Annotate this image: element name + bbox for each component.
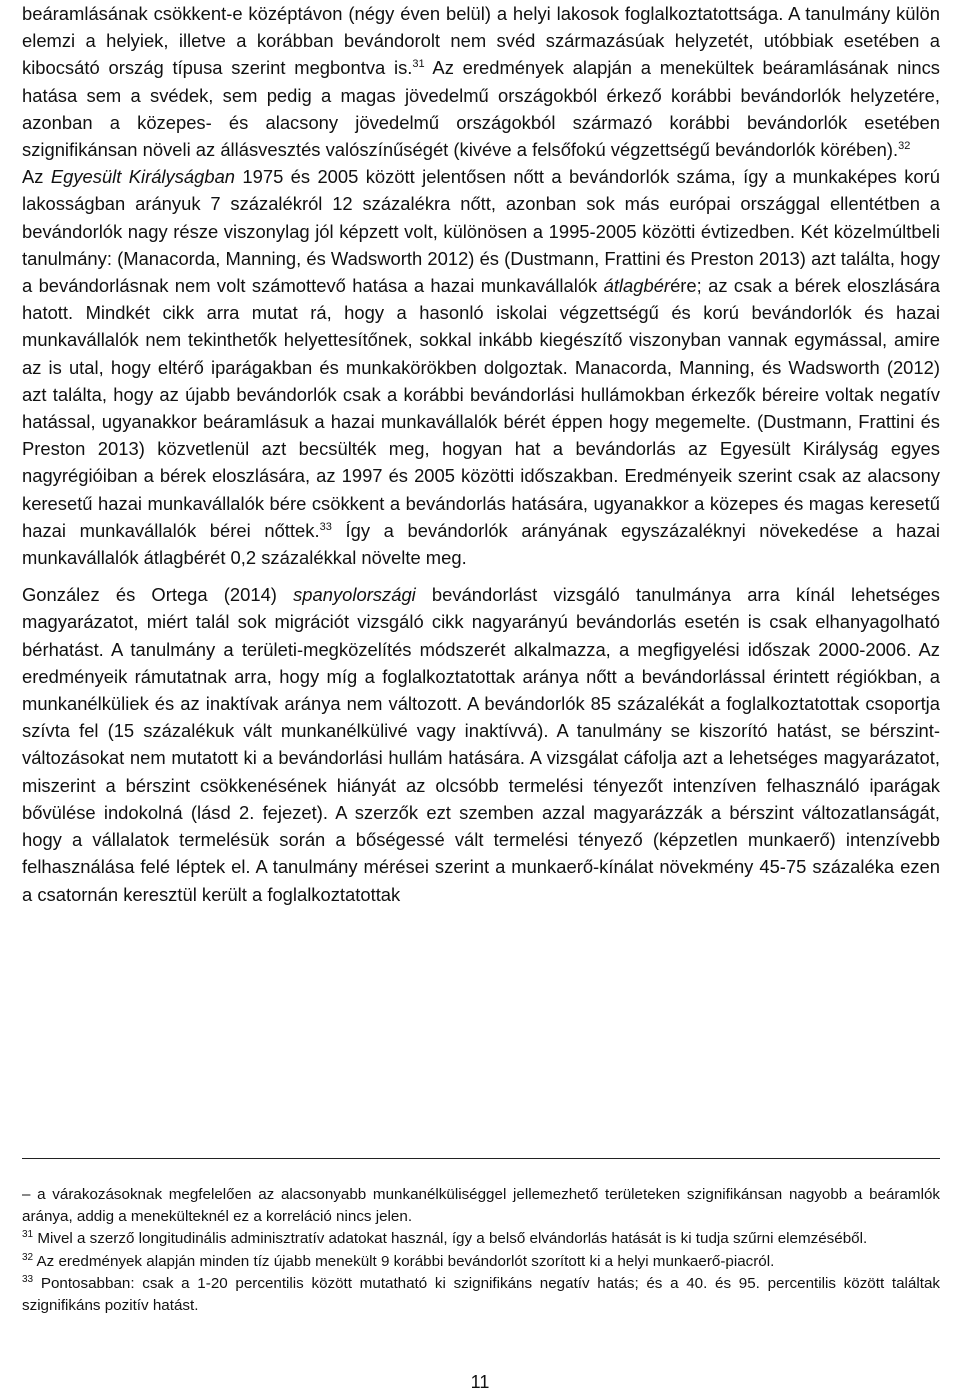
- footnote-separator: [22, 1158, 940, 1159]
- footnote-mark: 32: [22, 1251, 34, 1263]
- emphasis: spanyolországi: [293, 584, 416, 606]
- main-text: [22, 0, 940, 908]
- footnote-32: $^{32}$ Az eredmények alapján minden tíz újabb menekült 9 korábbi bevándorlót szorított ki a helyi munkaerő-piacról.: [22, 1251, 775, 1270]
- footnotes: [22, 1184, 940, 1317]
- footnote-continuation: – a várakozásoknak megfelelően az alacsonyabb munkanélküliséggel jellemezhető területeken szignifikánsan nagyobb a beáramlók aránya, addig a menekülteknél ez a korreláció nincs jelen.: [22, 1186, 940, 1226]
- footnote-33: $^{33}$ Pontosabban: csak a 1-20 percentilis között mutatható ki szignifikáns negatív hatás; és a 40. és 95. percentilis között találtak szignifikáns pozitív hatást.: [22, 1273, 940, 1315]
- paragraph: beáramlásának csökkent-e középtávon (négy éven belül) a helyi lakosok foglalkoztatottsága. A tanulmány külön elemzi a helyiek, illetve a korábban bevándorolt nem svéd származásúak helyzetét, utóbbiak esetében a kibocsátó ország típusa szerint megbontva is.$^{31}$ Az eredmények alapján a menekültek beáramlásának nincs hatása sem a svédek, sem pedig a magas jövedelmű országokból érkező korábbi bevándorlók helyzetére, azonban a közepes- és alacsony jövedelmű országokból származó korábbi bevándorlók esetében szignifikánsan növeli az állásvesztés valószínűségét (kivéve a felsőfokú végzettségű bevándorlók körében).$^{32}$ Az Egyesült Királyságban 1975 és 2005 között jelentősen nőtt a bevándorlók száma, így a munkaképes korú lakosságban arányuk 7 százalékról 12 százalékra nőtt, azonban sok más európai országgal ellentétben a bevándorlók nagy része viszonylag jól képzett volt, különösen a 1995-2005 közötti évtizedben. Két közelmúltbeli tanulmány: (Manacorda, Manning, és Wadsworth 2012) és (Dustmann, Frattini és Preston 2013) azt találta, hogy a bevándorlásnak nem volt számottevő hatása a hazai munkavállalók átlagbérére; az csak a bérek eloszlására hatott. Mindkét cikk arra mutat rá, hogy a hasonló iskolai végzettségű és korú bevándorlók és hazai munkavállalók nem tekinthetők helyettesítőnek, sokkal inkább kiegészítő viszonyban vannak egymással, amire az is utal, hogy eltérő iparágakban és munkakörökben dolgoztak. Manacorda, Manning, és Wadsworth (2012) azt találta, hogy az újabb bevándorlók csak a korábbi bevándorlási hullámokban érkezők béreire voltak negatív hatással, ugyanakkor beáramlásuk a hazai munkavállalók bérét éppen hogy megemelte. (Dustmann, Frattini és Preston 2013) közvetlenül azt becsülték meg, hogyan hat a bevándorlás az Egyesült Királyság egyes nagyrégióiban a bérek eloszlására, az 1997 és 2005 közötti időszakban. Eredményeik szerint csak az alacsony keresetű hazai munkavállalók bére csökkent a bevándorlás hatására, ugyanakkor a közepes és magas keresetű hazai munkavállalók bérei nőttek.$^{33}$ Így a bevándorlók arányának egyszázaléknyi növekedése a hazai munkavállalók átlagbérét 0,2 százalékkal növelte meg.: [22, 3, 940, 569]
- page-number: 11: [470, 1372, 490, 1392]
- footnote-ref[interactable]: 32: [898, 140, 911, 153]
- footnote-31: $^{31}$ Mivel a szerző longitudinális adminisztratív adatokat használ, így a belső elvándorlás hatását is ki tudja szűrni elemzéséből.: [22, 1229, 868, 1248]
- footnote-ref[interactable]: 33: [319, 520, 332, 533]
- footnote-ref[interactable]: 31: [412, 58, 425, 71]
- emphasis: átlagbér: [603, 275, 671, 297]
- emphasis: Egyesült Királyságban: [50, 166, 236, 188]
- paragraph: González és Ortega (2014) spanyolországi bevándorlást vizsgáló tanulmánya arra kínál lehetséges magyarázatot, miért talál sok migrációt vizsgáló cikk nagyarányú bevándorlás esetén is csak elhanyagolható bérhatást. A tanulmány a területi-megközelítés módszerét alkalmazza, a megfigyelési időszak 2000-2006. Az eredményeik rámutatnak arra, hogy míg a foglalkoztatottak aránya nőtt a bevándorlással érintett régiókban, a munkanélküliek és az inaktívak aránya nem változott. A bevándorlók 85 százalékát a foglalkoztatottak csoportja szívta fel (15 százalékuk vált munkanélkülivé vagy inaktívvá). A tanulmány se kiszorító hatást, se bérszint-változásokat nem mutatott ki a bevándorlási hullám hatására. A vizsgálat cáfolja azt a lehetséges magyarázatot, miszerint a bérszint csökkenésének hiányát az olcsóbb termelési tényezőt intenzíven felhasználó iparágak bővülése indokolná (lásd 2. fejezet). A szerzők ezt szemben azzal magyarázzák a bérszint változatlanságát, hogy a vállalatok termelésük során a bőségessé vált termelési tényező (képzetlen munkaerő) intenzívebb felhasználása felé léptek el. A tanulmány mérései szerint a munkaerő-kínálat növekmény 45-75 százaléka ezen a csatornán keresztül került a foglalkoztatottak: [22, 584, 940, 905]
- footnote-mark: 31: [22, 1229, 34, 1241]
- footnote-mark: 33: [22, 1273, 34, 1285]
